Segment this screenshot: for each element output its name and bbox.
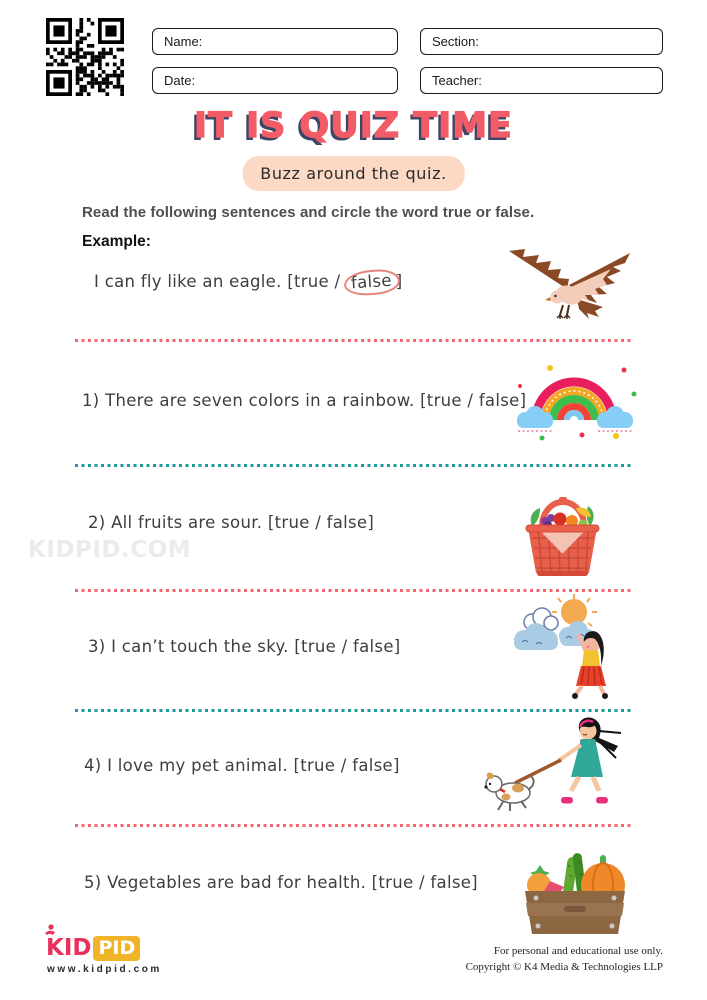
website-url[interactable]: www.kidpid.com: [47, 964, 162, 975]
subtitle-pill: Buzz around the quiz.: [242, 156, 465, 191]
qr-code: [46, 18, 124, 96]
date-field[interactable]: [152, 67, 398, 94]
date-field-label: Date:: [164, 73, 196, 88]
logo-kid-text: KID: [46, 935, 92, 961]
vegetable-crate-icon: [519, 845, 631, 937]
section-field[interactable]: [420, 28, 663, 55]
separator: [75, 709, 633, 712]
logo-pid-text: PID: [93, 936, 140, 961]
kidpid-logo: [46, 933, 140, 963]
section-field-label: Section:: [432, 34, 479, 49]
example-sentence: I can fly like an eagle. [true / false ]: [94, 270, 402, 295]
name-field-label: Name:: [164, 34, 203, 49]
question-3: 3) I can’t touch the sky. [true / false]: [88, 637, 401, 656]
instruction-text: Read the following sentences and circle the word true or false.: [82, 204, 535, 221]
rainbow-icon: [512, 360, 637, 442]
eagle-icon: [503, 247, 633, 332]
question-1: 1) There are seven colors in a rainbow. [true / false]: [82, 391, 527, 410]
teacher-field[interactable]: [420, 67, 663, 94]
name-field[interactable]: [152, 28, 398, 55]
separator: [75, 339, 633, 342]
question-5: 5) Vegetables are bad for health. [true / false]: [84, 873, 478, 892]
girl-walking-dog-icon: [477, 713, 625, 815]
teacher-field-label: Teacher:: [432, 73, 482, 88]
separator: [75, 464, 633, 467]
circled-answer[interactable]: false: [343, 268, 400, 297]
girl-touching-sky-icon: [502, 592, 617, 702]
logo-person-icon: [42, 924, 57, 940]
fruit-basket-icon: [520, 486, 605, 578]
copyright-text: For personal and educational use only. Copyright © K4 Media & Technologies LLP: [465, 945, 663, 973]
example-label: Example:: [82, 233, 151, 250]
question-2: 2) All fruits are sour. [true / false]: [88, 513, 375, 532]
watermark: KIDPID.COM: [28, 537, 192, 563]
question-4: 4) I love my pet animal. [true / false]: [84, 756, 400, 775]
page-title: IT IS QUIZ TIME: [194, 106, 513, 146]
separator: [75, 824, 633, 827]
